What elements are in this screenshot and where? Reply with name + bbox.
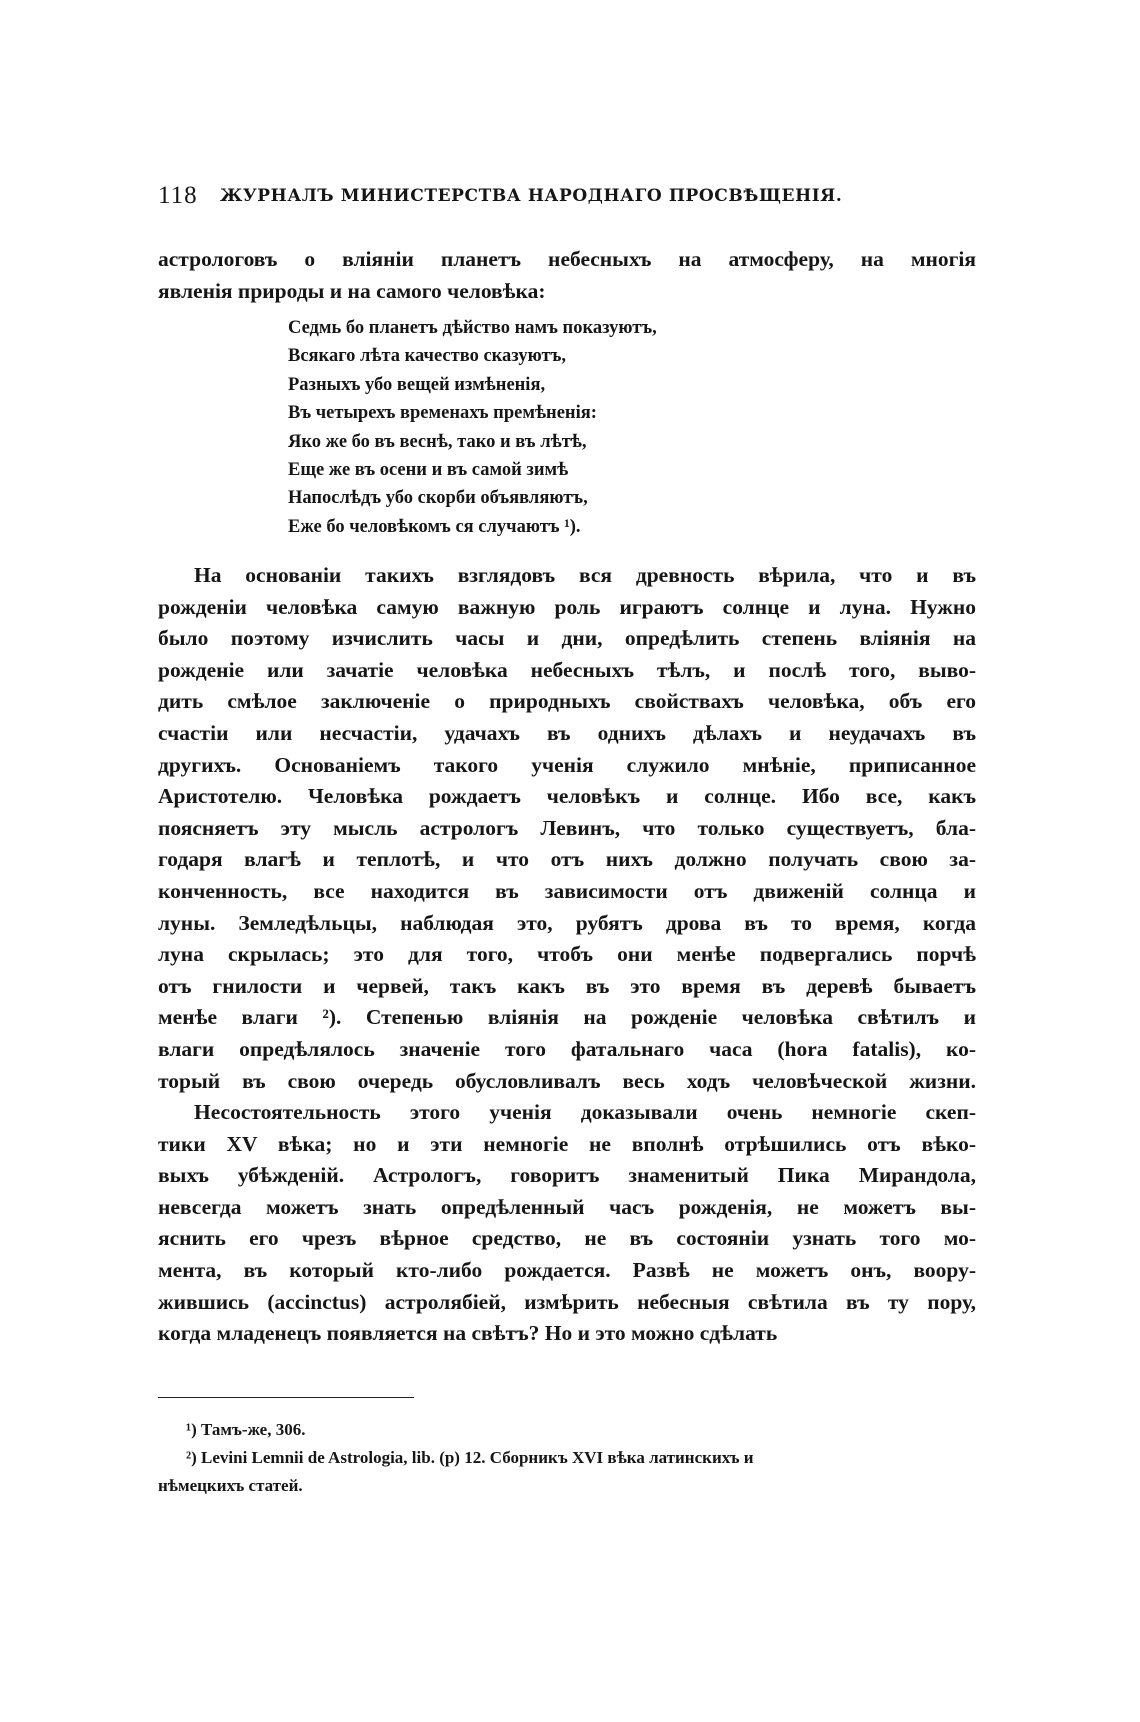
text-line: луна скрылась; это для того, чтобъ они менѣе подвергались порчѣ	[158, 942, 976, 967]
text-line: рожденіи человѣка самую важную роль играютъ солнце и луна. Нужно	[158, 594, 976, 619]
text-line: годаря влагѣ и теплотѣ, и что отъ нихъ должно получать свою за-	[158, 847, 976, 872]
text-line: На основаніи такихъ взглядовъ вся древность вѣрила, что и въ	[194, 563, 976, 587]
text-line: дить смѣлое заключеніе о природныхъ свойствахъ человѣка, объ его	[158, 689, 976, 714]
verse-line: Еже бо человѣкомъ ся случаютъ ¹).	[288, 516, 581, 537]
verse-line: Въ четырехъ временахъ премѣненія:	[288, 403, 597, 424]
text-line: когда младенецъ появляется на свѣтъ? Но и это можно сдѣлать	[158, 1321, 778, 1346]
intro-text	[158, 244, 976, 307]
text-line: отъ гнилости и червей, такъ какъ въ это время въ деревѣ бываетъ	[158, 973, 976, 998]
verse-line: Еще же въ осени и въ самой зимѣ	[288, 460, 569, 481]
text-line: влаги опредѣлялось значеніе того фатальнаго часа (hora fatalis), ко-	[158, 1036, 976, 1061]
text-line: менѣе влаги ²). Степенью вліянія на рожденіе человѣка свѣтилъ и	[158, 1005, 976, 1030]
footnote-divider	[158, 1397, 414, 1398]
verse-line: Всякаго лѣта качество сказуютъ,	[288, 346, 566, 367]
body-text	[158, 560, 976, 1350]
footnotes	[158, 1416, 976, 1500]
text-line: Аристотелю. Человѣка рождаетъ человѣкъ и солнце. Ибо все, какъ	[158, 784, 976, 809]
text-line: было поэтому изчислить часы и дни, опредѣлить степень вліянія на	[158, 626, 976, 651]
verse-line: Напослѣдъ убо скорби объявляютъ,	[288, 488, 588, 509]
verse-line: Седмь бо планетъ дѣйство намъ показуютъ,	[288, 318, 657, 338]
paragraph	[158, 1097, 976, 1350]
text-line: торый въ свою очередь обусловливалъ весь ходъ человѣческой жизни.	[158, 1068, 976, 1093]
text-line: поясняетъ эту мысль астрологъ Левинъ, что только существуетъ, бла-	[158, 815, 976, 840]
text-line: жившись (accinctus) астролябіей, измѣрить небесныя свѣтила въ ту пору,	[158, 1289, 976, 1314]
footnote-2: ²) Levini Lemnii de Astrologia, lib. (p) 12. Сборникъ XVI вѣка латинскихъ и	[186, 1448, 754, 1467]
text-line: другихъ. Основаніемъ такого ученія служило мнѣніе, приписанное	[158, 752, 976, 777]
text-line: конченность, все находится въ зависимости отъ движеній солнца и	[158, 878, 976, 903]
verse-quotation	[288, 314, 657, 541]
footnote-1: ¹) Тамъ-же, 306.	[186, 1420, 306, 1439]
text-line: счастіи или несчастіи, удачахъ въ однихъ дѣлахъ и неудачахъ въ	[158, 720, 976, 745]
text-line: астрологовъ о вліяніи планетъ небесныхъ на атмосферу, на многія	[158, 247, 976, 271]
text-line: яснить его чрезъ вѣрное средство, не въ состояніи узнать того мо-	[158, 1226, 976, 1251]
text-line: выхъ убѣжденій. Астрологъ, говоритъ знаменитый Пика Мирандола,	[158, 1163, 976, 1188]
page-header	[158, 182, 978, 222]
text-line: явленія природы и на самого человѣка:	[158, 278, 546, 303]
footnote-2-continuation: нѣмецкихъ статей.	[158, 1476, 303, 1495]
page-number: 118	[158, 182, 198, 209]
text-line: Несостоятельность этого ученія доказывали очень немногіе скеп-	[194, 1100, 976, 1125]
verse-line: Разныхъ убо вещей измѣненія,	[288, 374, 546, 395]
text-line: рожденіе или зачатіе человѣка небесныхъ тѣлъ, и послѣ того, выво-	[158, 657, 976, 682]
text-line: тики XV вѣка; но и эти немногіе не вполнѣ отрѣшились отъ вѣко-	[158, 1131, 976, 1156]
text-line: мента, въ который кто-либо рождается. Развѣ не можетъ онъ, воору-	[158, 1258, 976, 1283]
text-line: невсегда можетъ знать опредѣленный часъ рожденія, не можетъ вы-	[158, 1194, 976, 1219]
paragraph	[158, 560, 976, 1097]
verse-line: Яко же бо въ веснѣ, тако и въ лѣтѣ,	[288, 431, 587, 452]
running-title: ЖУРНАЛЪ МИНИСТЕРСТВА НАРОДНАГО ПРОСВѢЩЕНІЯ.	[220, 186, 843, 206]
text-line: луны. Земледѣльцы, наблюдая это, рубятъ дрова въ то время, когда	[158, 910, 976, 935]
